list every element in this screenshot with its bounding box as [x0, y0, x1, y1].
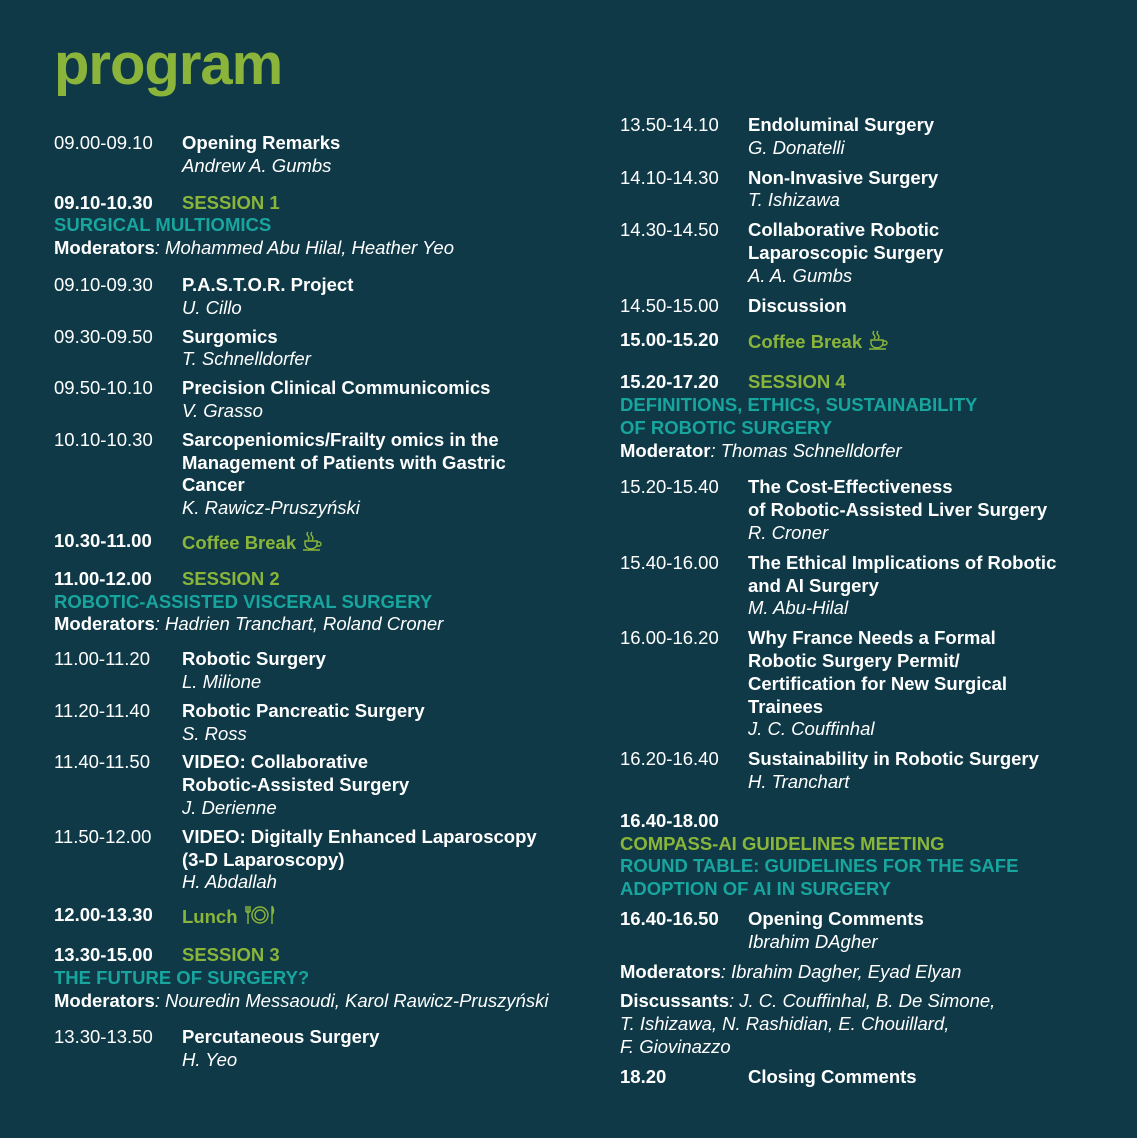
item-title-line: Laparoscopic Surgery [748, 241, 944, 263]
item-title: Opening Comments [748, 907, 924, 929]
item-title: Surgomics [182, 325, 278, 347]
item-time: 15.20-15.40 [620, 476, 719, 498]
item-speaker: H. Yeo [182, 1049, 238, 1071]
item-title-line: Certification for New Surgical [748, 672, 1008, 694]
item-title-line: Management of Patients with Gastric [182, 451, 506, 473]
item-time: 15.00-15.20 [620, 329, 719, 351]
item-title-line: Collaborative Robotic [748, 219, 940, 241]
schedule-item [620, 552, 1120, 620]
item-title-line: VIDEO: Digitally Enhanced Laparoscopy [182, 825, 537, 847]
schedule-item [54, 648, 594, 694]
item-title: Percutaneous Surgery [182, 1026, 380, 1048]
break-label: Coffee Break [182, 531, 297, 553]
item-time: 11.00-11.20 [54, 648, 151, 670]
session-label: SESSION 4 [748, 371, 846, 393]
schedule-item [54, 751, 594, 819]
item-title-line: The Cost-Effectiveness [748, 476, 953, 498]
round-table-line: ROUND TABLE: GUIDELINES FOR THE SAFE [620, 855, 1019, 877]
item-title: Opening Remarks [182, 132, 341, 153]
item-title-line: Cancer [182, 474, 245, 496]
item-speaker: U. Cillo [182, 296, 242, 318]
item-title: P.A.S.T.O.R. Project [182, 273, 354, 295]
item-time: 13.50-14.10 [620, 114, 719, 135]
schedule-item [54, 826, 594, 894]
schedule-item [54, 132, 594, 178]
schedule-item [54, 377, 594, 423]
session-time: 15.20-17.20 [620, 371, 719, 393]
item-speaker: T. Schnelldorfer [182, 348, 311, 370]
session-subtitle: THE FUTURE OF SURGERY? [54, 966, 310, 988]
break-label: Coffee Break [748, 331, 863, 353]
right-column [620, 114, 1120, 1088]
item-title: Sustainability in Robotic Surgery [748, 748, 1039, 770]
item-title-line: Robotic-Assisted Surgery [182, 774, 410, 796]
discussants-block: Discussants: J. C. Couffinhal, B. De Simone, T. Ishizawa, N. Rashidian, E. Chouillard, F. Giovinazzo [620, 990, 996, 1057]
moderators-line: Moderators: Mohammed Abu Hilal, Heather Yeo [54, 237, 454, 259]
schedule-item [620, 167, 1120, 213]
session-label: SESSION 3 [182, 943, 280, 965]
schedule-item [54, 700, 594, 746]
item-time: 14.30-14.50 [620, 219, 719, 241]
lunch-break [54, 904, 594, 932]
schedule-item [54, 274, 594, 320]
item-speaker: M. Abu-Hilal [748, 597, 849, 619]
session-subtitle-line: OF ROBOTIC SURGERY [620, 416, 833, 438]
session-subtitle: SURGICAL MULTIOMICS [54, 214, 272, 236]
item-speaker: H. Tranchart [748, 770, 850, 792]
item-title: Robotic Pancreatic Surgery [182, 699, 425, 721]
item-time: 12.00-13.30 [54, 904, 153, 926]
item-time: 10.10-10.30 [54, 428, 153, 450]
session-time: 11.00-12.00 [54, 567, 152, 589]
item-time: 10.30-11.00 [54, 529, 152, 551]
coffee-break [54, 530, 594, 558]
item-title: Closing Comments [748, 1065, 917, 1087]
session-block [54, 944, 594, 1012]
item-title-line: Trainees [748, 695, 824, 717]
item-time: 11.40-11.50 [54, 751, 151, 773]
item-title: Endoluminal Surgery [748, 114, 935, 135]
item-title: Robotic Surgery [182, 648, 326, 670]
break-label: Lunch [182, 906, 238, 928]
item-time: 14.50-15.00 [620, 294, 719, 316]
plate-cutlery-icon [243, 904, 277, 932]
item-time: 09.50-10.10 [54, 377, 153, 399]
schedule-item [620, 476, 1120, 544]
schedule-item [620, 295, 1120, 318]
moderators-line: Moderators: Nouredin Messaoudi, Karol Rawicz-Pruszyński [54, 989, 549, 1011]
schedule-item [620, 114, 1120, 160]
item-speaker: K. Rawicz-Pruszyński [182, 497, 360, 519]
schedule-item [54, 429, 594, 520]
item-title-line: Sarcopeniomics/Frailty omics in the [182, 428, 499, 450]
item-time: 16.20-16.40 [620, 748, 719, 770]
item-title-line: (3-D Laparoscopy) [182, 848, 345, 870]
left-column [54, 132, 594, 1072]
item-title: Precision Clinical Communicomics [182, 377, 491, 399]
schedule-item [620, 908, 1120, 954]
item-speaker: T. Ishizawa [748, 189, 840, 211]
moderators-line: Moderators: Hadrien Tranchart, Roland Croner [54, 613, 444, 635]
compass-block [620, 810, 1120, 901]
item-title-line: Robotic Surgery Permit/ [748, 649, 960, 671]
meeting-title: COMPASS-AI GUIDELINES MEETING [620, 832, 945, 854]
item-time: 13.30-13.50 [54, 1026, 153, 1048]
moderators-line: Moderator: Thomas Schnelldorfer [620, 439, 902, 461]
item-title: Non-Invasive Surgery [748, 166, 939, 188]
item-time: 18.20 [620, 1065, 667, 1087]
item-time: 11.20-11.40 [54, 699, 151, 721]
session-label: SESSION 1 [182, 191, 280, 213]
round-table-line: ADOPTION OF AI IN SURGERY [620, 878, 892, 900]
moderators-line: Moderators: Ibrahim Dagher, Eyad Elyan [620, 960, 962, 982]
item-title-line: Why France Needs a Formal [748, 627, 996, 649]
item-time: 11.50-12.00 [54, 825, 152, 847]
item-time: 16.40-16.50 [620, 907, 719, 929]
item-title-line: VIDEO: Collaborative [182, 751, 369, 773]
item-title-line: The Ethical Implications of Robotic [748, 551, 1057, 573]
item-title: Discussion [748, 294, 847, 316]
schedule-item [620, 1066, 1120, 1089]
schedule-item [620, 748, 1120, 794]
session-time: 13.30-15.00 [54, 943, 153, 965]
page-title: program [54, 32, 283, 97]
schedule-item [54, 1026, 594, 1072]
schedule-item [620, 219, 1120, 287]
item-time: 09.30-09.50 [54, 325, 153, 347]
item-speaker: V. Grasso [182, 399, 263, 421]
session-block [54, 192, 594, 260]
item-speaker: R. Croner [748, 521, 829, 543]
session-block [620, 371, 1120, 462]
schedule-item [54, 326, 594, 372]
item-time: 16.00-16.20 [620, 627, 719, 649]
session-time: 09.10-10.30 [54, 191, 153, 213]
coffee-break [620, 329, 1120, 357]
item-speaker: J. Derienne [182, 796, 277, 818]
item-time: 09.00-09.10 [54, 132, 153, 153]
session-time: 16.40-18.00 [620, 809, 719, 831]
coffee-cup-icon [867, 329, 889, 357]
item-speaker: J. C. Couffinhal [748, 718, 875, 740]
item-title-line: and AI Surgery [748, 574, 879, 596]
item-speaker: Andrew A. Gumbs [182, 154, 332, 176]
coffee-cup-icon [301, 530, 323, 558]
schedule-item [620, 627, 1120, 741]
session-label: SESSION 2 [182, 567, 280, 589]
session-subtitle: ROBOTIC-ASSISTED VISCERAL SURGERY [54, 590, 433, 612]
item-speaker: A. A. Gumbs [748, 264, 853, 286]
session-subtitle-line: DEFINITIONS, ETHICS, SUSTAINABILITY [620, 393, 978, 415]
item-time: 15.40-16.00 [620, 551, 719, 573]
item-time: 14.10-14.30 [620, 166, 719, 188]
item-speaker: H. Abdallah [182, 871, 277, 893]
item-time: 09.10-09.30 [54, 273, 153, 295]
session-block [54, 568, 594, 636]
item-speaker: Ibrahim DAgher [748, 930, 878, 952]
item-title-line: of Robotic-Assisted Liver Surgery [748, 499, 1048, 521]
item-speaker: S. Ross [182, 722, 247, 744]
item-speaker: L. Milione [182, 670, 262, 692]
item-speaker: G. Donatelli [748, 136, 845, 158]
